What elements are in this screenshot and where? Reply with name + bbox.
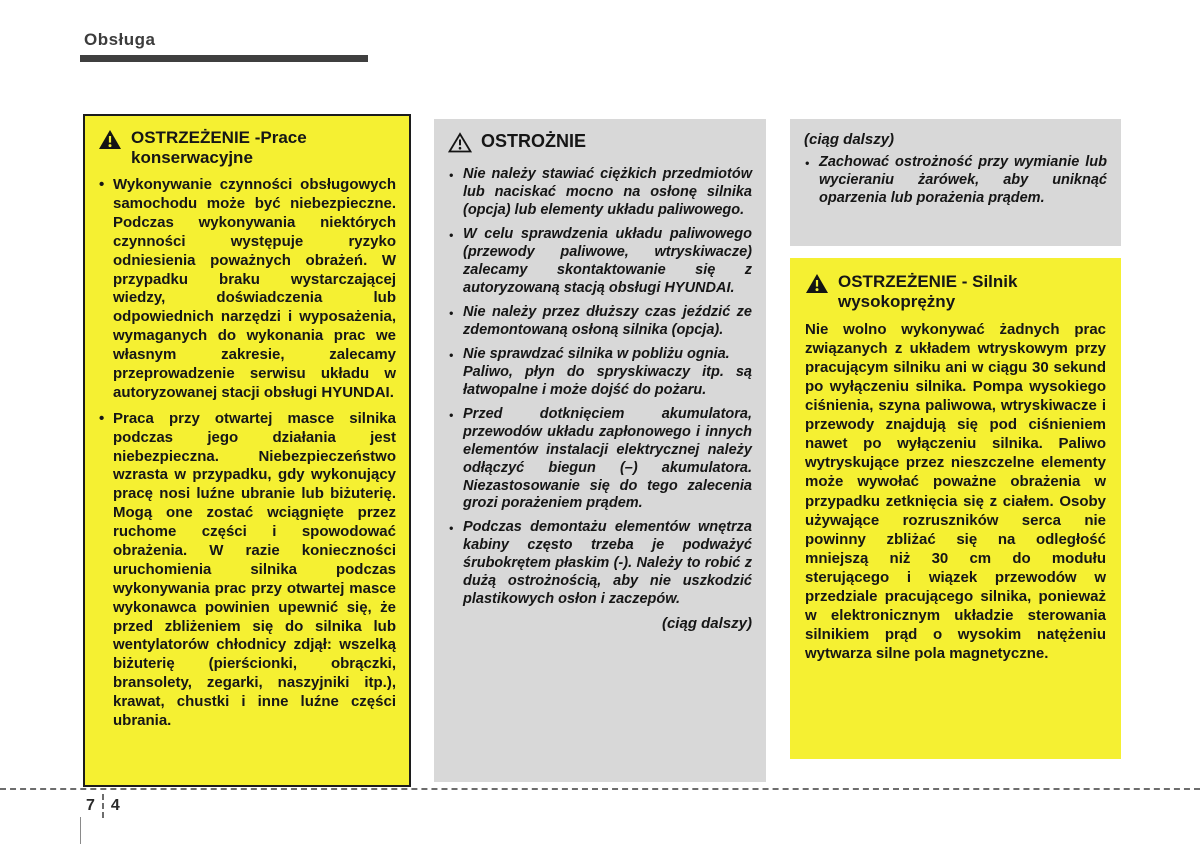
warning-box-diesel xyxy=(790,258,1121,759)
footer-page-numbers xyxy=(86,794,120,818)
continued-box-list xyxy=(804,154,1107,208)
caution-box-header xyxy=(448,131,752,158)
footer-divider xyxy=(102,794,104,818)
caution-triangle-icon xyxy=(448,132,472,158)
caution-box-title: OSTROŻNIE xyxy=(481,131,587,151)
list-item: • Praca przy otwartej masce silnika podczas jego działania jest niebezpieczna. Niebezpieczeństwo wzrasta w przypadku, gdy wykonujący pracę nosi luźne ubranie lub biżuterię. Mogą one zostać wciągnięte przez ruchome części i spowodować obrażenia. W razie konieczności uruchomienia silnika podczas wykonywania prac przy otwartej masce wykonawca powinien upewnić się, że przed zbliżeniem się do silnika lub wentylatorów chłodnicy zdjął: wszelką biżuterię (pierścionki, obrączki, bransolety, zegarki, naszyjniki itp.), krawat, chustki i inne luźne części ubrania. xyxy=(98,410,396,731)
list-item: • Zachować ostrożność przy wymianie lub wycieraniu żarówek, aby uniknąć oparzenia lub porażenia prądem. xyxy=(804,154,1107,208)
list-item: • Przed dotknięciem akumulatora, przewodów układu zapłonowego i innych elementów instalacji elektrycznej należy odłączyć biegun (–) akumulatora. Niezastosowanie się do tego zalecenia grozi porażeniem prądem. xyxy=(448,406,752,514)
caution-box xyxy=(434,119,766,782)
warning-box-diesel-body: Nie wolno wykonywać żadnych prac związanych z układem wtryskowym przy pracującym silniku ani w ciągu 30 sekund po wyłączeniu silnika. Pompa wysokiego ciśnienia, szyna paliwowa, wtryskiwacze i przewody znajdują się pod ciśnieniem nawet po wyłączeniu silnika. Paliwo wytryskujące przez nieszczelne elementy może wywołać poważne obrażenia w przypadku zetknięcia się z ciałem. Osoby używające rozruszników serca nie powinny zbliżać się na odległość mniejszą niż 30 cm do modułu sterującego i wiązek przewodów w przedziale pracującego silnika, ponieważ w elektronicznym układzie sterowania silnikiem prąd o wysokim natężeniu wytwarza silne pola magnetyczne. xyxy=(805,321,1106,662)
warning-triangle-icon xyxy=(98,129,122,155)
warning-box-diesel-title: OSTRZEŻENIE - Silnik wysokoprężny xyxy=(838,272,1018,312)
list-item: • Nie należy stawiać ciężkich przedmiotów lub naciskać mocno na osłonę silnika (opcja) lub elementy układu paliwowego. xyxy=(448,166,752,220)
continued-note: (ciąg dalszy) xyxy=(661,615,752,633)
footer-dashed-rule xyxy=(0,788,1200,790)
warning-box-diesel-header xyxy=(805,272,1106,312)
warning-box-maintenance-header xyxy=(98,128,396,168)
caution-box-list xyxy=(448,166,752,609)
list-item: • Podczas demontażu elementów wnętrza kabiny często trzeba je podważyć śrubokrętem płaskim (-). Należy to robić z dużą ostrożnością, aby nie uszkodzić plastikowych osłon i zaczepów. xyxy=(448,519,752,609)
list-item: • Nie należy przez dłuższy czas jeździć ze zdemontowaną osłoną silnika (opcja). xyxy=(448,304,752,340)
footer-section-number: 7 xyxy=(86,797,95,814)
list-item: • Wykonywanie czynności obsługowych samochodu może być niebezpieczne. Podczas wykonywania niektórych czynności występuje ryzyko odniesienia poważnych obrażeń. W przypadku braku wystarczającej wiedzy, doświadczenia lub odpowiednich narzędzi i wyposażenia, wymaganych do wykonania prac we własnym zakresie, zalecamy przeprowadzenie serwisu układu w autoryzowanej stacji obsługi HYUNDAI. xyxy=(98,176,396,403)
warning-box-maintenance xyxy=(83,114,411,787)
footer-crop-mark xyxy=(80,817,81,844)
warning-triangle-icon xyxy=(805,273,829,299)
continued-label: (ciąg dalszy) xyxy=(804,131,895,148)
continued-box xyxy=(790,119,1121,246)
list-item: • W celu sprawdzenia układu paliwowego (przewody paliwowe, wtryskiwacze) zalecamy skontaktowanie się z autoryzowaną stacją obsługi HYUNDAI. xyxy=(448,226,752,298)
page-header-title: Obsługa xyxy=(84,30,156,49)
list-item: • Nie sprawdzać silnika w pobliżu ognia. Paliwo, płyn do spryskiwaczy itp. są łatwopalne i może dojść do pożaru. xyxy=(448,346,752,400)
warning-box-maintenance-title: OSTRZEŻENIE -Prace konserwacyjne xyxy=(131,128,307,168)
header-rule xyxy=(80,55,368,62)
footer-page-number: 4 xyxy=(110,797,120,814)
warning-box-maintenance-list xyxy=(98,176,396,731)
